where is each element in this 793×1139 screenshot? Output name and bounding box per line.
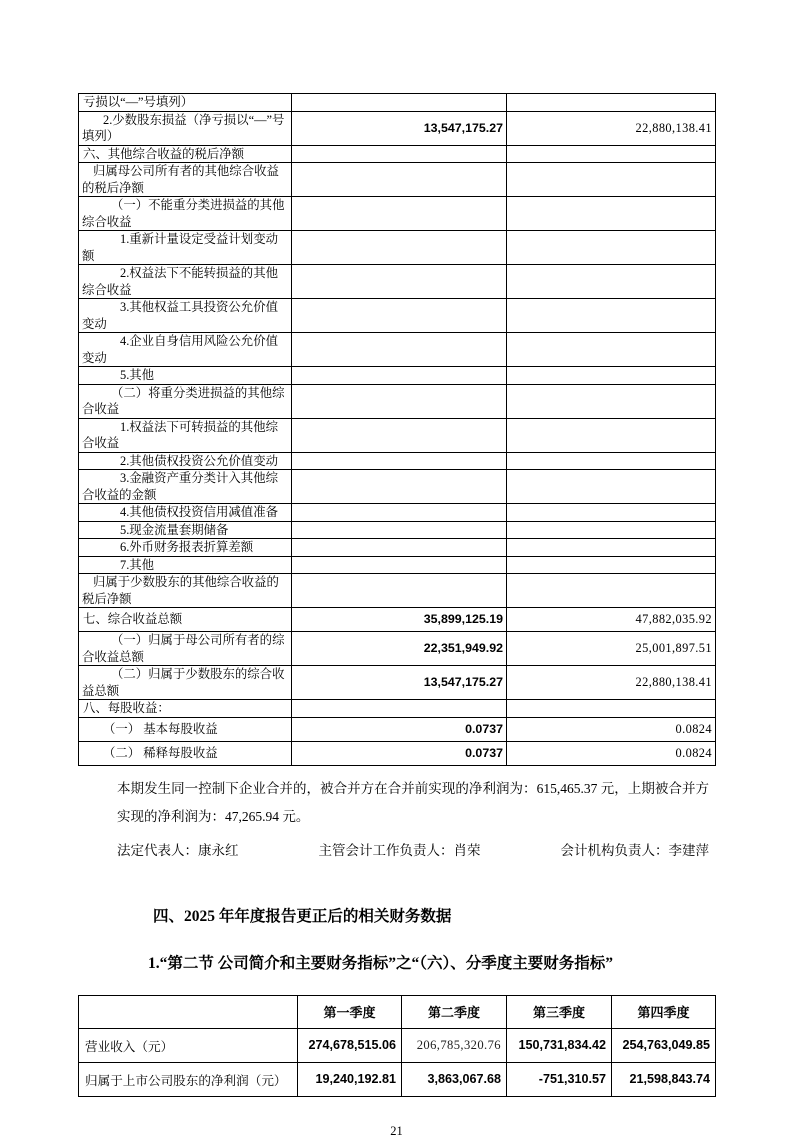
legal-representative: 法定代表人：康永红 [117, 842, 239, 858]
row-label: 2.其他债权投资公允价值变动 [79, 452, 292, 470]
prior-period-value: 0.0824 [507, 741, 716, 765]
row-label: 3.其他权益工具投资公允价值变动 [79, 299, 292, 333]
row-label: （二）归属于少数股东的综合收益总额 [79, 666, 292, 700]
current-period-value [292, 163, 507, 197]
table-row [79, 163, 716, 197]
row-label: （一）归属于母公司所有者的综合收益总额 [79, 632, 292, 666]
table-row [79, 1028, 716, 1062]
subsection-heading: 1.“第二节 公司简介和主要财务指标”之“（六）、分季度主要财务指标” [148, 954, 614, 972]
table-row [79, 666, 716, 700]
current-period-value: 13,547,175.27 [292, 666, 507, 700]
current-period-value [292, 539, 507, 557]
current-period-value [292, 556, 507, 574]
prior-period-value [507, 452, 716, 470]
quarter-value: 254,763,049.85 [612, 1028, 716, 1062]
row-label: 亏损以“—”号填列） [79, 94, 292, 112]
table-row [79, 299, 716, 333]
table-row [79, 231, 716, 265]
table-row [79, 384, 716, 418]
quarter-value: 3,863,067.68 [402, 1062, 507, 1096]
merger-note-paragraph: 本期发生同一控制下企业合并的，被合并方在合并前实现的净利润为：615,465.37 元，上期被合并方实现的净利润为：47,265.94 元。 [117, 780, 709, 824]
row-label: （二）将重分类进损益的其他综合收益 [79, 384, 292, 418]
column-header: 第四季度 [612, 995, 716, 1028]
prior-period-value: 0.0824 [507, 717, 716, 741]
prior-period-value [507, 94, 716, 112]
current-period-value: 35,899,125.19 [292, 608, 507, 632]
table-row [79, 470, 716, 504]
table-row [79, 539, 716, 557]
current-period-value [292, 231, 507, 265]
table-row [79, 197, 716, 231]
column-header: 第二季度 [402, 995, 507, 1028]
current-period-value [292, 418, 507, 452]
table-row [79, 700, 716, 718]
row-label: 2.权益法下不能转损益的其他综合收益 [79, 265, 292, 299]
prior-period-value [507, 539, 716, 557]
prior-period-value [507, 367, 716, 385]
table-row [79, 741, 716, 765]
chief-accountant: 主管会计工作负责人：肖荣 [318, 842, 481, 858]
table-row [79, 367, 716, 385]
prior-period-value [507, 384, 716, 418]
prior-period-value [507, 504, 716, 522]
table-header-row [79, 995, 716, 1028]
row-label: 归属母公司所有者的其他综合收益的税后净额 [79, 163, 292, 197]
row-label: 1.权益法下可转损益的其他综合收益 [79, 418, 292, 452]
row-label: 七、综合收益总额 [79, 608, 292, 632]
quarter-value: 206,785,320.76 [402, 1028, 507, 1062]
current-period-value [292, 265, 507, 299]
row-label: 5.其他 [79, 367, 292, 385]
current-period-value [292, 574, 507, 608]
current-period-value [292, 367, 507, 385]
quarter-value: 19,240,192.81 [298, 1062, 402, 1096]
table-row [79, 111, 716, 145]
prior-period-value [507, 556, 716, 574]
table-row [79, 521, 716, 539]
row-label: （二） 稀释每股收益 [79, 741, 292, 765]
prior-period-value: 22,880,138.41 [507, 666, 716, 700]
section-heading: 四、2025 年年度报告更正后的相关财务数据 [153, 907, 452, 925]
quarter-value: 21,598,843.74 [612, 1062, 716, 1096]
column-header: 第一季度 [298, 995, 402, 1028]
row-label: 营业收入（元） [79, 1028, 298, 1062]
prior-period-value [507, 299, 716, 333]
table-row [79, 145, 716, 163]
comprehensive-income-table [78, 93, 716, 766]
page-number: 21 [390, 1123, 403, 1138]
prior-period-value [507, 333, 716, 367]
quarter-value: 274,678,515.06 [298, 1028, 402, 1062]
current-period-value [292, 333, 507, 367]
current-period-value [292, 452, 507, 470]
prior-period-value: 47,882,035.92 [507, 608, 716, 632]
prior-period-value [507, 521, 716, 539]
prior-period-value [507, 470, 716, 504]
prior-period-value [507, 231, 716, 265]
row-label: 归属于少数股东的其他综合收益的税后净额 [79, 574, 292, 608]
row-label: 2.少数股东损益（净亏损以“—”号填列） [79, 111, 292, 145]
quarterly-indicators-table [78, 995, 716, 1097]
prior-period-value: 22,880,138.41 [507, 111, 716, 145]
table-row [79, 556, 716, 574]
table-row [79, 418, 716, 452]
table-row [79, 717, 716, 741]
row-label: 3.金融资产重分类计入其他综合收益的金额 [79, 470, 292, 504]
row-label: 5.现金流量套期储备 [79, 521, 292, 539]
current-period-value [292, 94, 507, 112]
prior-period-value [507, 197, 716, 231]
table-row [79, 94, 716, 112]
current-period-value [292, 470, 507, 504]
quarter-value: 150,731,834.42 [507, 1028, 612, 1062]
table-row [79, 632, 716, 666]
current-period-value [292, 521, 507, 539]
row-label: 4.其他债权投资信用减值准备 [79, 504, 292, 522]
current-period-value [292, 299, 507, 333]
quarter-value: -751,310.57 [507, 1062, 612, 1096]
prior-period-value: 25,001,897.51 [507, 632, 716, 666]
current-period-value: 0.0737 [292, 741, 507, 765]
prior-period-value [507, 265, 716, 299]
table-row [79, 333, 716, 367]
current-period-value [292, 700, 507, 718]
signature-row [117, 841, 709, 861]
current-period-value [292, 197, 507, 231]
table-row [79, 574, 716, 608]
prior-period-value [507, 700, 716, 718]
current-period-value [292, 145, 507, 163]
column-header: 第三季度 [507, 995, 612, 1028]
table-row [79, 265, 716, 299]
table-row [79, 452, 716, 470]
current-period-value: 22,351,949.92 [292, 632, 507, 666]
row-label: 7.其他 [79, 556, 292, 574]
table-row [79, 504, 716, 522]
row-label: 六、其他综合收益的税后净额 [79, 145, 292, 163]
column-header [79, 995, 298, 1028]
table-row [79, 1062, 716, 1096]
row-label: 归属于上市公司股东的净利润（元） [79, 1062, 298, 1096]
row-label: （一） 基本每股收益 [79, 717, 292, 741]
prior-period-value [507, 145, 716, 163]
table-row [79, 608, 716, 632]
row-label: 6.外币财务报表折算差额 [79, 539, 292, 557]
current-period-value [292, 384, 507, 418]
row-label: （一）不能重分类进损益的其他综合收益 [79, 197, 292, 231]
current-period-value: 13,547,175.27 [292, 111, 507, 145]
current-period-value [292, 504, 507, 522]
row-label: 八、每股收益： [79, 700, 292, 718]
row-label: 4.企业自身信用风险公允价值变动 [79, 333, 292, 367]
prior-period-value [507, 163, 716, 197]
row-label: 1.重新计量设定受益计划变动额 [79, 231, 292, 265]
current-period-value: 0.0737 [292, 717, 507, 741]
prior-period-value [507, 418, 716, 452]
prior-period-value [507, 574, 716, 608]
accounting-dept-head: 会计机构负责人：李建萍 [560, 842, 709, 858]
